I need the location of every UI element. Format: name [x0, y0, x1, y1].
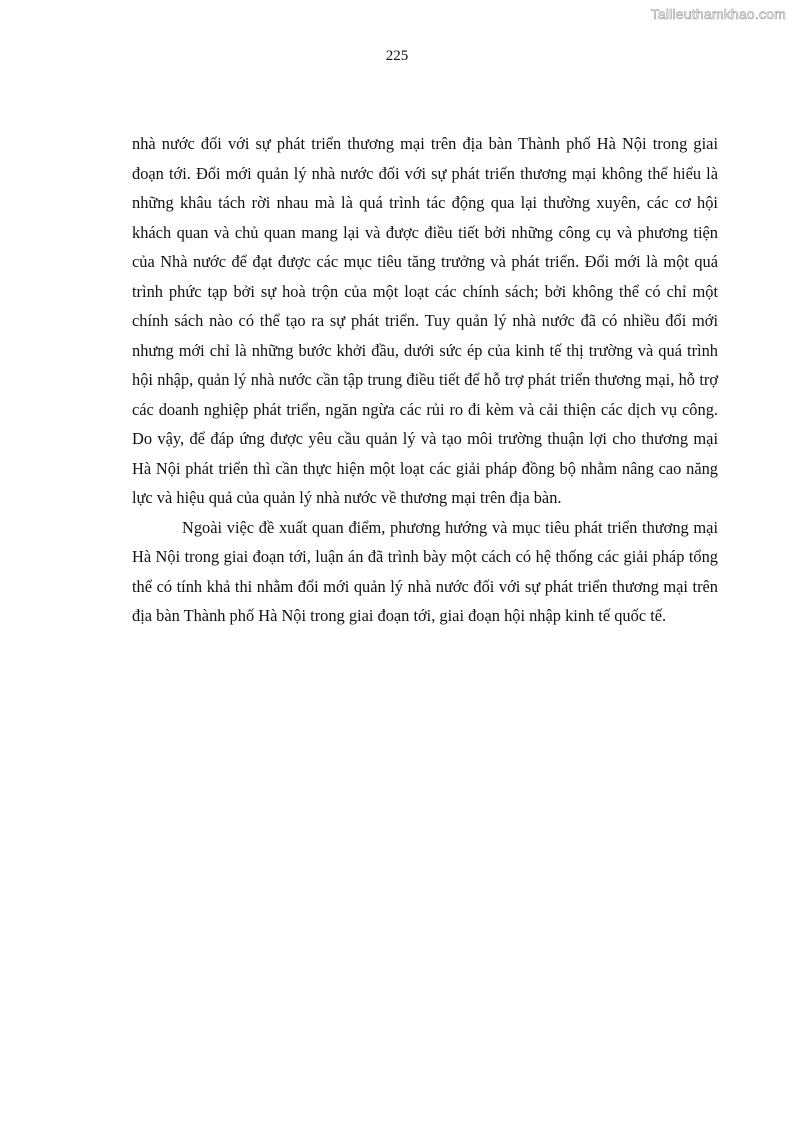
page-number: 225	[385, 48, 409, 64]
paragraph-conclusion: Ngoài việc đề xuất quan điểm, phương hướng và mục tiêu phát triển thương mại Hà Nội trong giai đoạn tới, luận án đã trình bày một cách có hệ thống các giải pháp tổng thể có tính khả thi nhằm đổi mới quản lý nhà nước đối với sự phát triển thương mại trên địa bàn Thành phố Hà Nội trong giai đoạn tới, giai đoạn hội nhập kinh tế quốc tế.	[132, 517, 718, 625]
paragraph-continued: nhà nước đối với sự phát triển thương mại trên địa bàn Thành phố Hà Nội trong giai đoạn tới. Đổi mới quản lý nhà nước đối với sự phát triển thương mại không thể hiểu là những khâu tách rời nhau mà là quá trình tác động qua lại thường xuyên, các cơ hội khách quan và chủ quan mang lại và được điều tiết bởi những công cụ và phương tiện của Nhà nước để đạt được các mục tiêu tăng trưởng và phát triển. Đổi mới là một quá trình phức tạp bởi sự hoà trộn của một loạt các chính sách; bởi không thể có chỉ một chính sách nào có thể tạo ra sự phát triển. Tuy quản lý nhà nước đã có nhiều đổi mới nhưng mới chỉ là những bước khởi đầu, dưới sức ép của kinh tế thị trường và quá trình hội nhập, quản lý nhà nước cần tập trung điều tiết để hỗ trợ phát triển thương mại, hỗ trợ các doanh nghiệp phát triển, ngăn ngừa các rủi ro đi kèm và cải thiện các dịch vụ công. Do vậy, để đáp ứng được yêu cầu quản lý và tạo môi trường thuận lợi cho thương mại Hà Nội phát triển thì cần thực hiện một loạt các giải pháp đồng bộ nhằm nâng cao năng lực và hiệu quả của quản lý nhà nước về thương mại trên địa bàn.	[132, 134, 718, 507]
watermark: Tailieuthamkhao.com	[650, 6, 786, 22]
body-text	[132, 129, 718, 631]
